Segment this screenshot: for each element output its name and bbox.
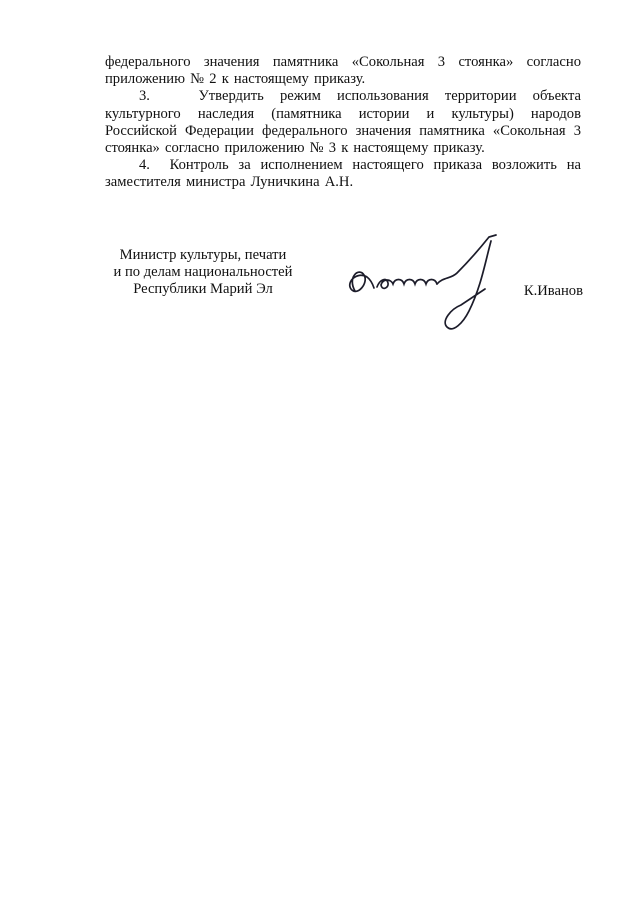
- signer-title-line-2: и по делам национальностей: [113, 264, 293, 281]
- signature-icon: [333, 233, 533, 343]
- paragraph-item-4: 4. Контроль за исполнением настоящего приказа возложить на заместителя министра Луничкина А.Н.: [105, 157, 581, 191]
- signer-title-line-3: Республики Марий Эл: [133, 281, 273, 298]
- signer-name: К.Иванов: [523, 283, 583, 299]
- document-body: [105, 54, 581, 192]
- paragraph-continuation: федерального значения памятника «Сокольная 3 стоянка» согласно приложению № 2 к настоящему приказу.: [105, 54, 581, 88]
- signer-title-line-1: Министр культуры, печати: [119, 247, 287, 263]
- signer-title: [105, 247, 301, 299]
- signature-block: [105, 245, 583, 345]
- handwritten-signature: [333, 233, 533, 343]
- paragraph-item-3: 3. Утвердить режим использования территории объекта культурного наследия (памятника истории и культуры) народов Российской Федерации федерального значения памятника «Сокольная 3 стоянка» согласно приложению № 3 к настоящему приказу.: [105, 88, 581, 157]
